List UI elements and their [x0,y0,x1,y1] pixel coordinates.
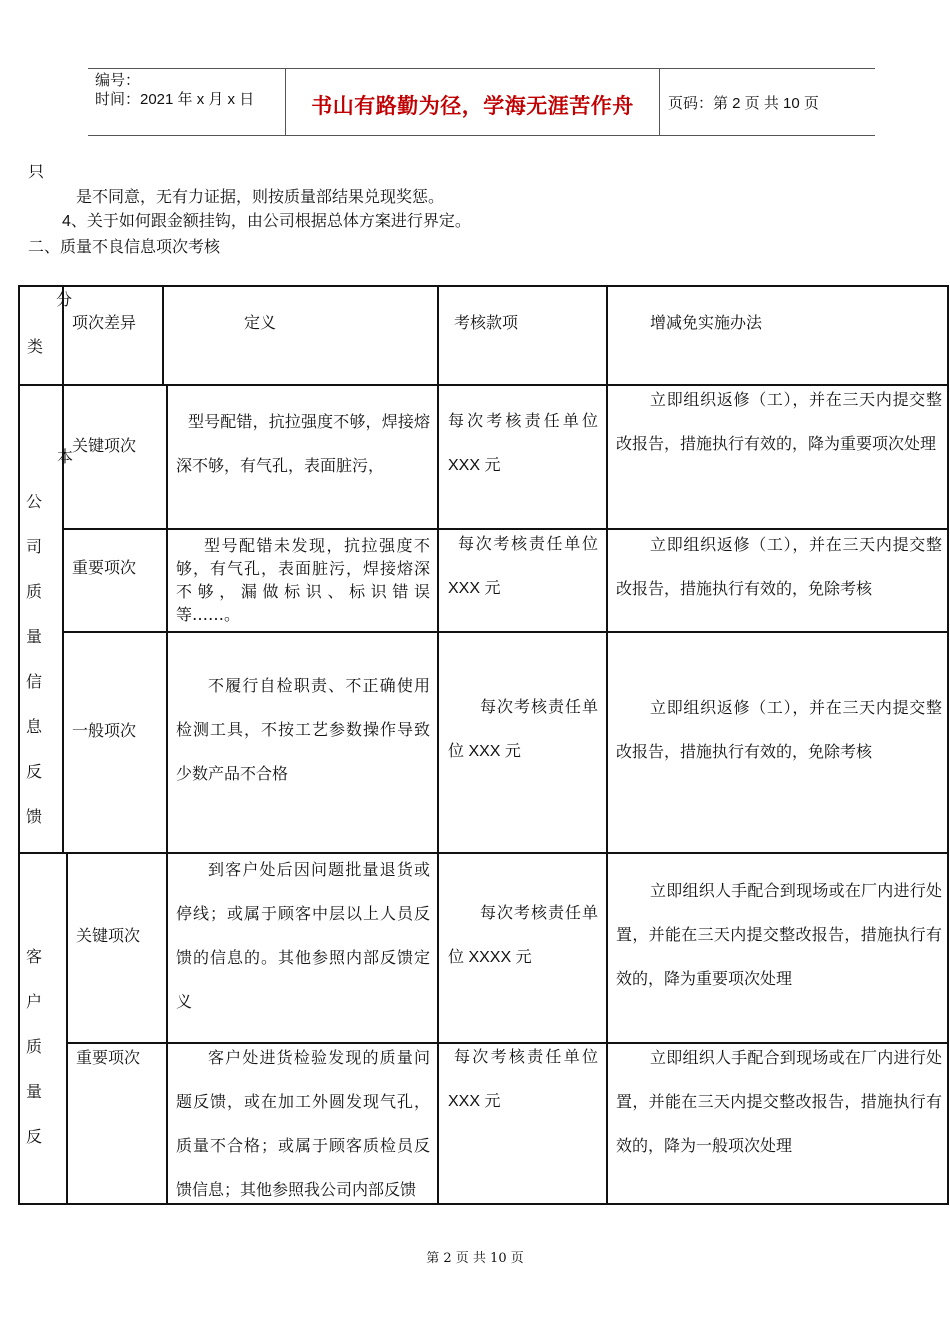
table-rule [62,285,64,852]
page-indicator: 页码：第 2 页 共 10 页 [668,95,819,112]
header-bottom-rule [88,135,875,136]
measure-cell: 立即组织返修（工），并在三天内提交整改报告，措施执行有效的，免除考核 [616,535,942,598]
column-header-measure: 增减免实施办法 [650,313,763,332]
group-label-char: 信 [25,672,42,691]
group-label-char: 反 [25,762,42,781]
table-rule [18,852,949,854]
group-label-char: 反 [25,1127,42,1146]
body-text: 4、关于如何跟金额挂钩，由公司根据总体方案进行界定。 [62,213,471,230]
section-heading: 二、质量不良信息项次考核 [28,237,221,256]
definition-cell: 不履行自检职责、不正确使用检测工具，不按工艺参数操作导致少数产品不合格 [176,676,430,783]
group-label-char: 司 [25,537,42,556]
group-label-char: 客 [25,947,42,966]
group-label-char: 量 [25,1082,42,1101]
group-label-char: 质 [25,1037,42,1056]
assessment-cell: 每次考核责任单位 XXXX 元 [448,905,598,966]
table-rule [66,852,68,1205]
definition-cell: 客户处进货检验发现的质量问题反馈，或在加工外圆发现气孔，质量不合格；或属于顾客质检员反馈信息；其他参照我公司内部反馈 [176,1048,430,1199]
assessment-cell: 每次考核责任单位 XXX 元 [448,536,598,597]
group-label-char: 息 [25,717,42,736]
table-rule [162,285,164,384]
table-rule [166,384,168,1205]
page-footer: 第 2 页 共 10 页 [426,1251,524,1266]
definition-cell: 型号配错未发现，抗拉强度不够，有气孔，表面脏污，焊接熔深不够，漏做标识、标识错误等……。 [176,536,430,624]
measure-cell: 立即组织人手配合到现场或在厂内进行处置，并能在三天内提交整改报告，措施执行有效的，降为重要项次处理 [616,881,942,988]
body-text: 只 [28,162,45,181]
doc-time: 时间：2021 年 x 月 x 日 [95,91,255,108]
measure-cell: 立即组织返修（工），并在三天内提交整改报告，措施执行有效的，免除考核 [616,698,942,761]
header-slogan: 书山有路勤为径，学海无涯苦作舟 [311,93,634,118]
level-cell: 重要项次 [72,558,137,577]
table-rule [18,285,20,1205]
measure-cell: 立即组织返修（工），并在三天内提交整改报告，措施执行有效的，降为重要项次处理 [616,390,942,453]
assessment-cell: 每次考核责任单位 XXX 元 [448,413,598,474]
level-cell: 重要项次 [76,1048,141,1067]
level-cell: 一般项次 [72,721,137,740]
group-label-char: 质 [25,582,42,601]
table-rule [18,285,949,287]
table-rule [18,1203,949,1205]
table-rule [947,285,949,1205]
definition-clip [176,1036,430,1202]
level-cell: 关键项次 [72,436,137,455]
column-header-level: 项次差异 [72,313,137,332]
header-top-rule [88,68,875,69]
group-label-char: 馈 [25,807,42,826]
header-divider [659,68,660,136]
definition-cell: 型号配错，抗拉强度不够，焊接熔深不够，有气孔，表面脏污， [176,412,430,475]
table-rule [62,631,949,633]
assessment-cell: 每次考核责任单位 XXX 元 [448,699,598,760]
table-rule [437,285,439,1205]
header-lei: 类 [27,337,44,356]
header-fen: 分 [56,290,73,309]
group-label-char: 公 [25,492,42,511]
column-header-assessment: 考核款项 [454,313,519,332]
measure-cell: 立即组织人手配合到现场或在厂内进行处置，并能在三天内提交整改报告，措施执行有效的，降为一般项次处理 [616,1048,942,1155]
group-label-char: 量 [25,627,42,646]
body-text: 是不同意，无有力证据，则按质量部结果兑现奖惩。 [76,187,445,206]
group-label-char: 户 [25,992,42,1011]
group-label-char: 本 [56,447,73,466]
definition-cell: 到客户处后因问题批量退货或停线；或属于顾客中层以上人员反馈的信息的。其他参照内部反馈定义 [176,860,430,1011]
level-cell: 关键项次 [76,926,141,945]
column-header-definition: 定义 [244,313,277,332]
table-rule [606,285,608,1205]
doc-number: 编号： [95,72,141,89]
assessment-cell: 每次考核责任单位 XXX 元 [448,1049,598,1110]
